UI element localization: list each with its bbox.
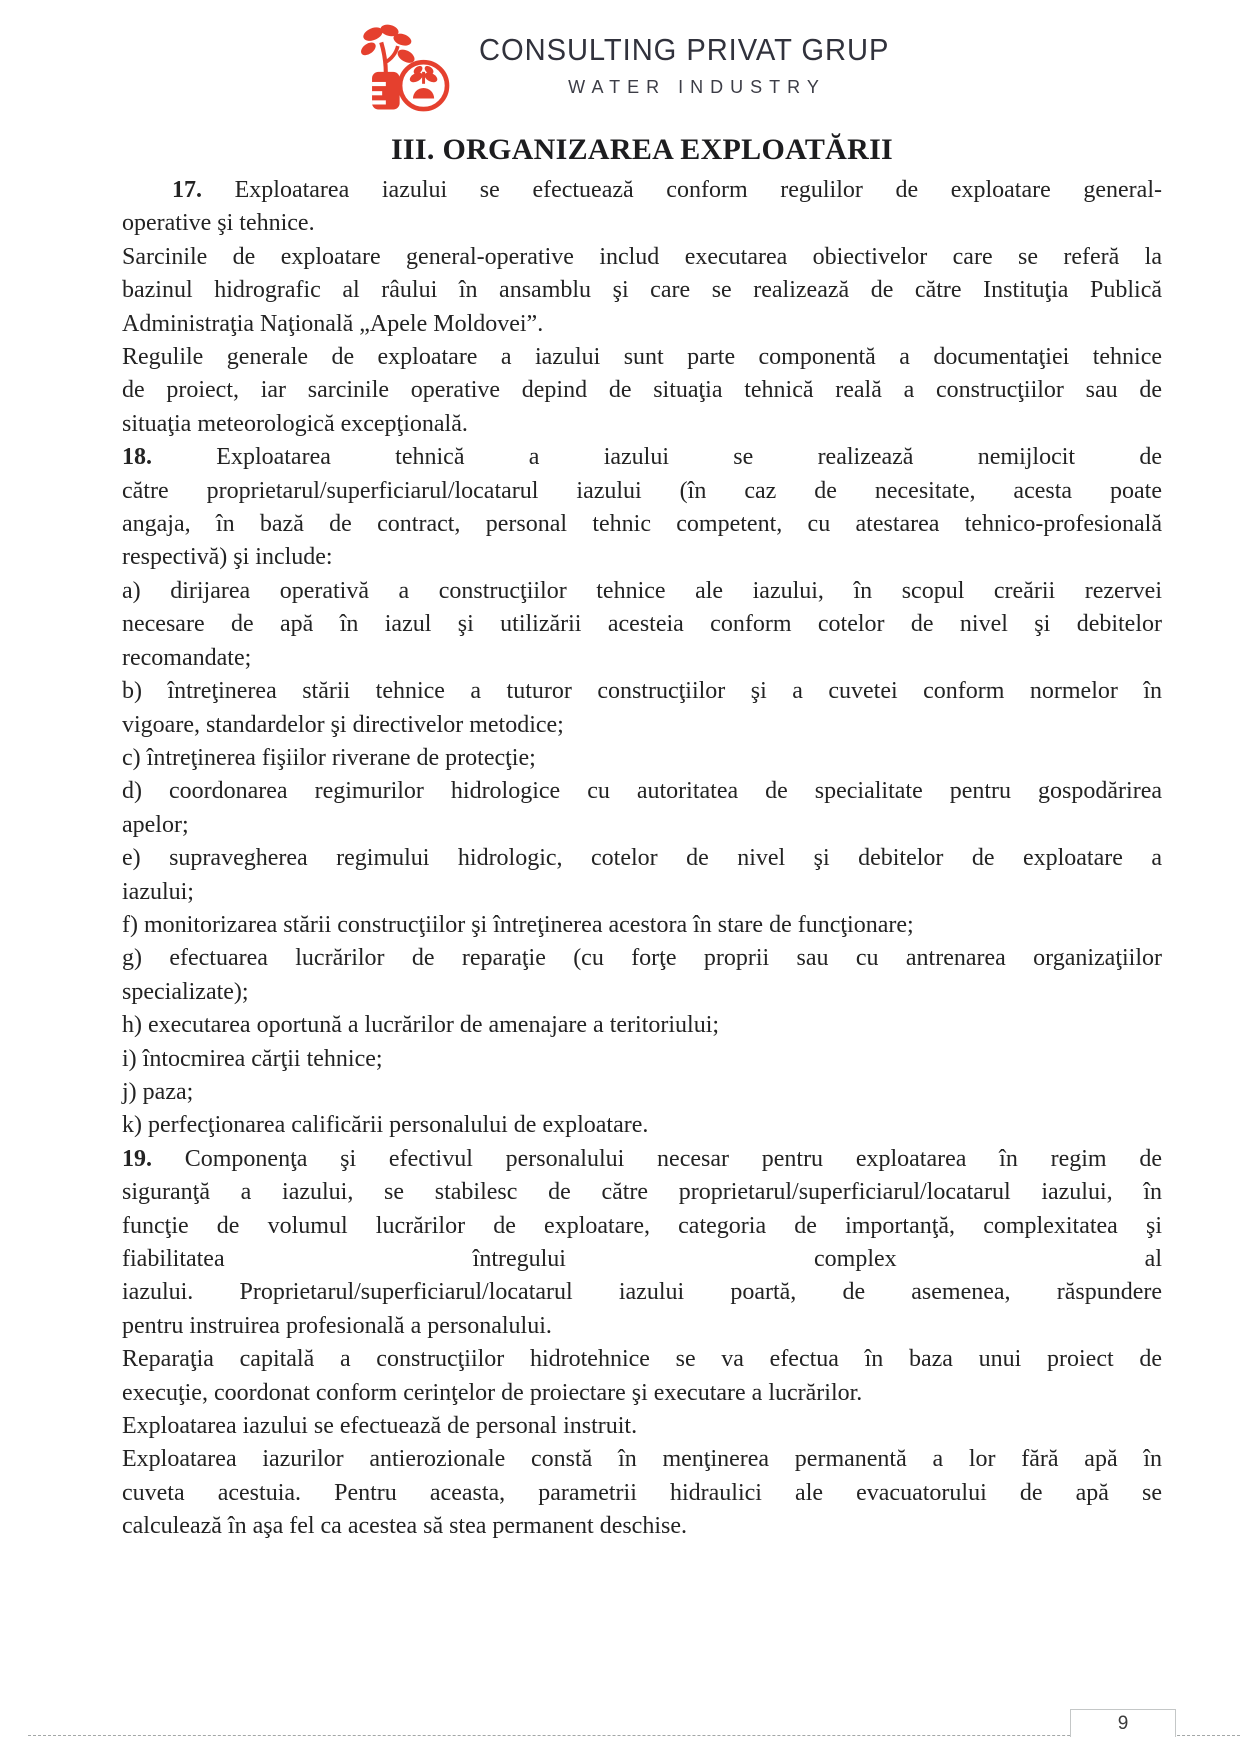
text-line: iazului; xyxy=(122,878,194,905)
text-line: pentru instruirea profesională a personalului. xyxy=(122,1312,552,1339)
text-line: către proprietarul/superficiarul/locatarul iazului (în caz de necesitate, acesta poate xyxy=(122,477,1162,504)
text-line: execuţie, coordonat conform cerinţelor de proiectare şi executare a lucrărilor. xyxy=(122,1379,863,1406)
company-tagline: WATER INDUSTRY xyxy=(568,77,826,97)
text-line: bazinul hidrografic al râului în ansamblu şi care se realizează de către Instituţia Publică xyxy=(122,277,1162,304)
text-line: k) perfecţionarea calificării personalului de exploatare. xyxy=(122,1112,649,1139)
text-line: a) dirijarea operativă a construcţiilor tehnice ale iazului, în scopul creării rezervei xyxy=(122,577,1162,604)
text-line: iazului. Proprietarul/superficiarul/locatarul iazului poartă, de asemenea, răspundere xyxy=(122,1279,1162,1306)
text-line: j) paza; xyxy=(122,1078,194,1105)
text-line: c) întreţinerea fişiilor riverane de protecţie; xyxy=(122,744,536,771)
text-line: apelor; xyxy=(122,811,189,838)
text-line: Sarcinile de exploatare general-operative includ executarea obiectivelor care se referă la xyxy=(122,243,1162,270)
text-line: situaţia meteorologică excepţională. xyxy=(122,410,468,437)
text-line: 19. Componenţa şi efectivul personalului necesar pentru exploatarea în regim de xyxy=(122,1145,1162,1172)
text-line: calculează în aşa fel ca acestea să stea permanent deschise. xyxy=(122,1513,687,1540)
logo-text xyxy=(479,24,916,98)
text-line: Administraţia Naţională „Apele Moldovei”. xyxy=(122,310,544,337)
text-line: f) monitorizarea stării construcţiilor şi întreţinerea acestora în stare de funcţionare; xyxy=(122,911,914,938)
text-line: operative şi tehnice. xyxy=(122,210,315,237)
text-line: respectivă) şi include: xyxy=(122,544,333,571)
page-number: 9 xyxy=(1117,1712,1129,1734)
text-line: necesare de apă în iazul şi utilizării acesteia conform cotelor de nivel şi debitelor xyxy=(122,611,1162,638)
text-line: Reparaţia capitală a construcţiilor hidrotehnice se va efectua în baza unui proiect de xyxy=(122,1346,1162,1373)
plant-seal-icon xyxy=(361,24,453,121)
text-line: Exploatarea iazurilor antierozionale constă în menţinerea permanentă a lor fără apă în xyxy=(122,1446,1162,1473)
footer-rule xyxy=(28,1735,1240,1736)
text-line: d) coordonarea regimurilor hidrologice cu autoritatea de specialitate pentru gospodărirea xyxy=(122,778,1162,805)
text-line: cuveta acestuia. Pentru aceasta, parametrii hidraulici ale evacuatorului de apă se xyxy=(122,1479,1162,1506)
text-line: Regulile generale de exploatare a iazului sunt parte componentă a documentaţiei tehnice xyxy=(122,344,1162,371)
text-line: siguranţă a iazului, se stabilesc de către proprietarul/superficiarul/locatarul iazului, în xyxy=(122,1179,1162,1206)
text-line: vigoare, standardelor şi directivelor metodice; xyxy=(122,711,564,738)
text-line: e) supravegherea regimului hidrologic, cotelor de nivel şi debitelor de exploatare a xyxy=(122,845,1162,872)
text-line: Exploatarea iazului se efectuează de personal instruit. xyxy=(122,1413,638,1440)
text-line: recomandate; xyxy=(122,644,252,671)
text-line: b) întreţinerea stării tehnice a tuturor construcţiilor şi a cuvetei conform normelor în xyxy=(122,678,1162,705)
text-line: i) întocmirea cărţii tehnice; xyxy=(122,1045,383,1072)
document-body xyxy=(122,174,1162,1544)
text-line: specializate); xyxy=(122,978,249,1005)
text-line: h) executarea oportună a lucrărilor de amenajare a teritoriului; xyxy=(122,1012,720,1039)
text-line: fiabilitatea întregului complex al xyxy=(122,1246,1162,1272)
company-logo xyxy=(0,24,1240,121)
text-line: de proiect, iar sarcinile operative depind de situaţia tehnică reală a construcţiilor sau de xyxy=(122,377,1162,404)
section-title: III. ORGANIZAREA EXPLOATĂRII xyxy=(390,133,894,166)
text-line: angaja, în bază de contract, personal tehnic competent, cu atestarea tehnico-profesională xyxy=(122,511,1162,538)
page-number-box xyxy=(1070,1709,1176,1737)
logo-lockup xyxy=(361,24,916,121)
text-line: funcţie de volumul lucrărilor de exploatare, categoria de importanţă, complexitatea şi xyxy=(122,1212,1162,1239)
text-line: g) efectuarea lucrărilor de reparaţie (cu forţe proprii sau cu antrenarea organizaţiilor xyxy=(122,945,1162,972)
text-line: 17. Exploatarea iazului se efectuează conform regulilor de exploatare general- xyxy=(172,177,1162,203)
text-line: 18. Exploatarea tehnică a iazului se realizează nemijlocit de xyxy=(122,444,1162,471)
company-name: CONSULTING PRIVAT GRUP xyxy=(478,32,890,67)
